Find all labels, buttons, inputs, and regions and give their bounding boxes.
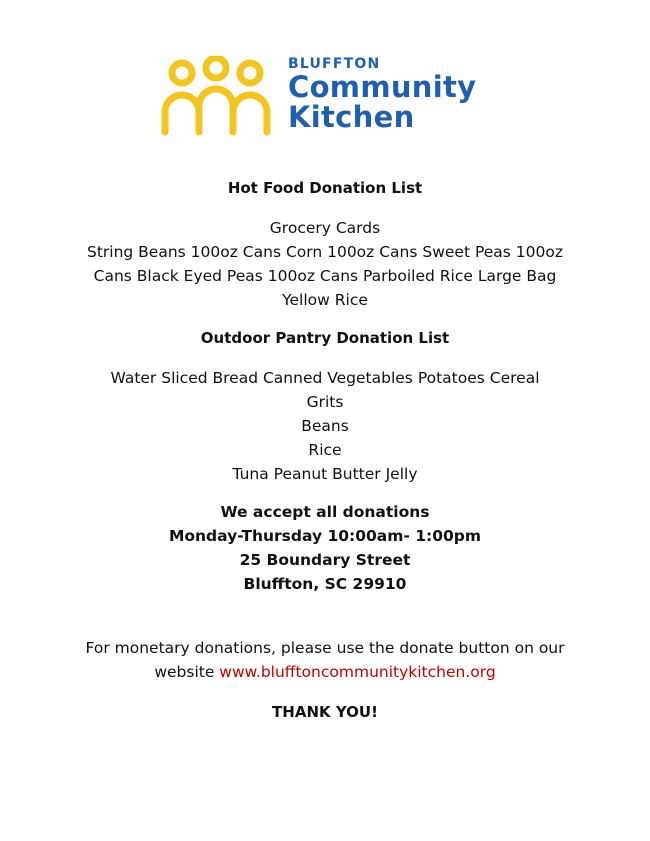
three-people-icon: [160, 56, 272, 138]
hot-food-line: Grocery Cards: [269, 219, 381, 237]
pantry-line: Beans: [301, 417, 349, 435]
hot-food-heading: Hot Food Donation List: [227, 179, 423, 197]
monetary-note: [0, 636, 650, 684]
monetary-line-2: [0, 660, 650, 684]
flyer-content: [0, 176, 650, 724]
monetary-line-1: For monetary donations, please use the donate button on our: [85, 639, 565, 657]
website-link[interactable]: www.blufftoncommunitykitchen.org: [219, 663, 496, 681]
hot-food-line: String Beans 100oz Cans Corn 100oz Cans Sweet Peas 100oz: [86, 243, 564, 261]
logo-line-2: Community: [288, 70, 477, 104]
logo-wordmark: [288, 56, 476, 132]
outdoor-pantry-list: [0, 366, 650, 486]
donation-info: [0, 500, 650, 596]
logo-line-3: Kitchen: [288, 100, 415, 134]
accept-line: We accept all donations: [220, 503, 430, 521]
outdoor-pantry-heading: Outdoor Pantry Donation List: [200, 329, 450, 347]
logo-line-1: BLUFFTON: [288, 56, 381, 72]
pantry-line: Rice: [308, 441, 342, 459]
thank-you: THANK YOU!: [272, 703, 378, 721]
pantry-line: Water Sliced Bread Canned Vegetables Potatoes Cereal: [110, 369, 540, 387]
address-street: 25 Boundary Street: [239, 551, 411, 569]
logo: [160, 52, 500, 142]
hot-food-list: [0, 216, 650, 312]
pantry-line: Tuna Peanut Butter Jelly: [232, 465, 418, 483]
hours-line: Monday-Thursday 10:00am- 1:00pm: [168, 527, 482, 545]
hot-food-line: Cans Black Eyed Peas 100oz Cans Parboiled Rice Large Bag: [93, 267, 557, 285]
address-city: Bluffton, SC 29910: [243, 575, 407, 593]
pantry-line: Grits: [306, 393, 344, 411]
monetary-prefix: website: [154, 663, 220, 681]
hot-food-line: Yellow Rice: [282, 291, 368, 309]
